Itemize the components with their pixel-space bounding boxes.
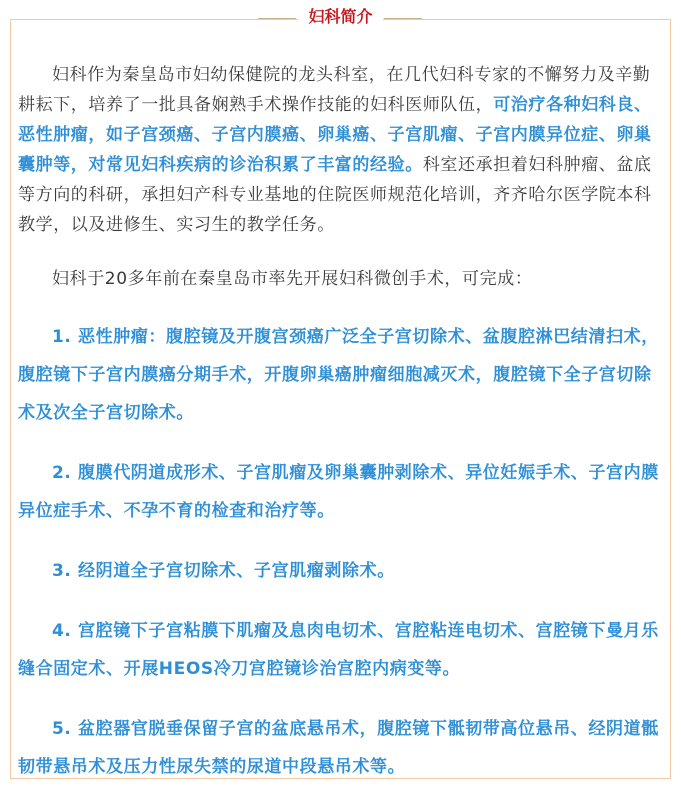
intro-paragraph bbox=[18, 60, 664, 240]
intro-highlight: 可治疗各种妇科良、恶性肿瘤，如子宫颈癌、子宫内膜癌、卵巢癌、子宫肌瘤、子宫内膜异位症、卵巢囊肿等，对常见妇科疾病的诊治积累了丰富的经验。 bbox=[18, 95, 652, 175]
section-header bbox=[0, 4, 681, 30]
procedure-item-4: 4. 宫腔镜下子宫粘膜下肌瘤及息肉电切术、宫腔粘连电切术、宫腔镜下曼月乐缝合固定术、开展HEOS冷刀宫腔镜诊治宫腔内病变等。 bbox=[18, 621, 659, 679]
article-body bbox=[18, 60, 664, 808]
procedure-item-2: 2. 腹膜代阴道成形术、子宫肌瘤及卵巢囊肿剥除术、异位妊娠手术、子宫内膜异位症手术、不孕不育的检查和治疗等。 bbox=[18, 463, 659, 521]
summary-paragraph: 妇科于20多年前在秦皇岛市率先开展妇科微创手术，可完成： bbox=[52, 269, 533, 289]
procedure-item-3: 3. 经阴道全子宫切除术、子宫肌瘤剥除术。 bbox=[52, 561, 395, 581]
section-title: 妇科简介 bbox=[298, 4, 382, 30]
procedure-item-1: 1. 恶性肿瘤：腹腔镜及开腹宫颈癌广泛全子宫切除术、盆腹腔淋巴结清扫术，腹腔镜下子宫内膜癌分期手术，开腹卵巢癌肿瘤细胞减灭术，腹腔镜下全子宫切除术及次全子宫切除术。 bbox=[18, 327, 659, 423]
intro-text-a: 妇科作为秦皇岛市妇幼保健院的龙头科室，在几代妇科专家的不懈努力及辛勤耕耘下，培养了一批具备娴熟手术操作技能的妇科医师队伍， bbox=[18, 65, 651, 115]
intro-text-c: 科室还承担着妇科肿瘤、盆底等方向的科研，承担妇产科专业基地的住院医师规范化培训，齐齐哈尔医学院本科教学，以及进修生、实习生的教学任务。 bbox=[18, 155, 652, 235]
procedure-item-5: 5. 盆腔器官脱垂保留子宫的盆底悬吊术，腹腔镜下骶韧带高位悬吊、经阴道骶韧带悬吊术及压力性尿失禁的尿道中段悬吊术等。 bbox=[18, 719, 659, 777]
